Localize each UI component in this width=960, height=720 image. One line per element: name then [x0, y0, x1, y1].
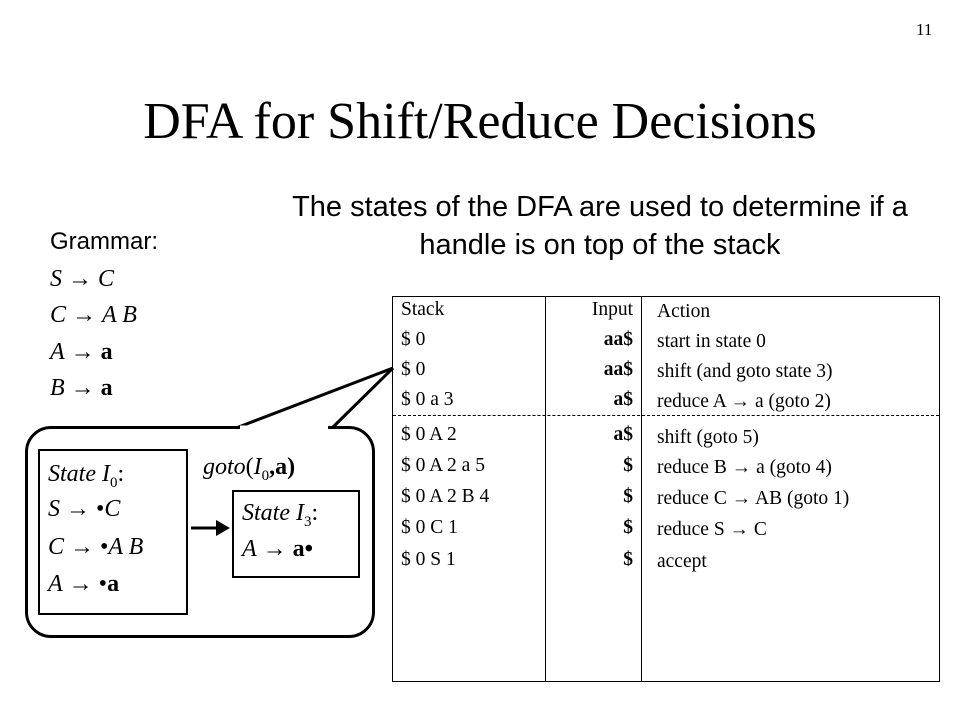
slide-subtitle: The states of the DFA are used to determine if a handle is on top of the stack	[292, 191, 908, 261]
stack-cell: $ 0 S 1	[401, 549, 456, 570]
state-i3-item: A → a•	[242, 536, 314, 562]
input-cell: a$	[613, 389, 633, 410]
state-i0-title: State $I_0$:	[48, 461, 125, 491]
state-i0-box	[38, 449, 188, 615]
header-action: Action	[657, 301, 711, 322]
action-cell: reduce S → C	[657, 519, 767, 540]
action-cell: shift (and goto state 3)	[657, 361, 833, 382]
stack-cell: $ 0 C 1	[401, 517, 458, 538]
state-i0-item: C → •A B	[48, 534, 144, 560]
grammar-rule: C → A B	[50, 302, 137, 328]
input-cell: $	[623, 549, 633, 570]
state-i0-item: A → •a	[48, 571, 120, 597]
action-cell: reduce B → a (goto 4)	[657, 457, 832, 478]
dashed-divider	[393, 415, 939, 416]
grammar-header: Grammar:	[50, 228, 158, 255]
header-stack: Stack	[401, 299, 445, 320]
action-cell: reduce A → a (goto 2)	[657, 391, 831, 412]
header-input: Input	[591, 299, 633, 320]
input-cell: a$	[613, 424, 633, 445]
parse-table	[392, 296, 940, 682]
grammar-rule: B → a	[50, 375, 113, 401]
stack-cell: $ 0 A 2	[401, 424, 457, 445]
action-cell: shift (goto 5)	[657, 427, 759, 448]
stack-cell: $ 0 a 3	[401, 389, 454, 410]
grammar-rule: S → C	[50, 265, 115, 292]
action-cell: reduce C → AB (goto 1)	[657, 488, 850, 509]
grammar-rule: A → a	[50, 338, 113, 365]
slide-title: DFA for Shift/Reduce Decisions	[143, 93, 817, 150]
stack-cell: $ 0	[401, 359, 426, 380]
stack-cell: $ 0	[401, 329, 426, 350]
input-cell: aa$	[603, 329, 633, 350]
input-cell: $	[623, 517, 633, 538]
input-cell: $	[623, 455, 633, 476]
input-cell: aa$	[603, 359, 633, 380]
stack-cell: $ 0 A 2 a 5	[401, 455, 485, 476]
slide-number: 11	[916, 20, 933, 39]
stack-cell: $ 0 A 2 B 4	[401, 486, 490, 507]
state-i0-item: S → •C	[48, 496, 121, 522]
action-cell: accept	[657, 551, 707, 572]
state-i3-title: State $I_3$:	[242, 500, 319, 530]
action-cell: start in state 0	[657, 331, 766, 352]
input-cell: $	[623, 486, 633, 507]
column-divider	[641, 297, 642, 681]
goto-label: $goto(I_0,a)$	[203, 454, 296, 484]
state-i3-box	[232, 490, 360, 578]
